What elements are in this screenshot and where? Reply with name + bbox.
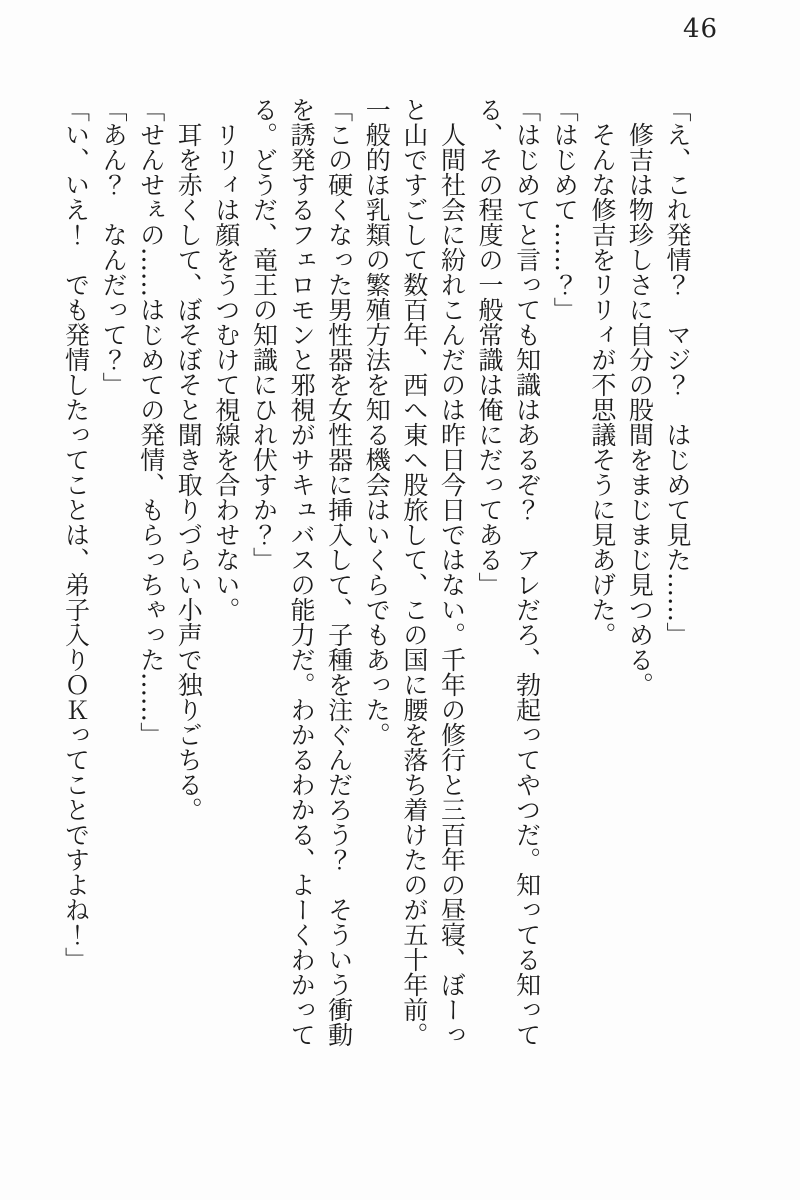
text-line: 一般的ほ乳類の繁殖方法を知る機会はいくらでもあった。 [362, 97, 392, 747]
text-line: 「はじめて……？」 [550, 97, 580, 322]
text-line: を誘発するフェロモンと邪視がサキュバスの能力だ。わかるわかる、よーくわかって [287, 97, 317, 1047]
text-line: 「この硬くなった男性器を女性器に挿入して、子種を注ぐんだろう？ そういう衝動 [324, 97, 354, 1047]
text-line: 修吉は物珍しさに自分の股間をまじまじ見つめる。 [625, 97, 655, 697]
text-line: リリィは顔をうつむけて視線を合わせない。 [211, 97, 241, 622]
text-line: る。どうだ、竜王の知識にひれ伏すか？」 [249, 97, 279, 572]
text-line: 耳を赤くして、ぼそぼそと聞き取りづらい小声で独りごちる。 [174, 97, 204, 822]
text-line: 「せんせぇの……はじめての発情、もらっちゃった……」 [136, 97, 166, 747]
text-line: そんな修吉をリリィが不思議そうに見あげた。 [587, 97, 617, 647]
text-line: る、その程度の一般常識は俺にだってある」 [475, 97, 505, 597]
text-line: と山ですごして数百年、西へ東へ股旅して、この国に腰を落ち着けたのが五十年前。 [399, 97, 429, 1047]
text-line: 「はじめてと言っても知識はあるぞ？ アレだろ、勃起ってやつだ。知ってる知って [512, 97, 542, 1047]
text-line: 「い、いえ！ でも発情したってことは、弟子入りＯＫってことですよね！」 [61, 97, 91, 972]
page-number: 46 [683, 14, 719, 44]
page-text-block [57, 97, 696, 1077]
text-line: 「あん？ なんだって？」 [99, 97, 129, 397]
text-line: 「え、これ発情？ マジ？ はじめて見た……」 [663, 97, 692, 647]
text-line: 人間社会に紛れこんだのは昨日今日ではない。千年の修行と三百年の昼寝、ぼーっ [437, 97, 467, 1047]
